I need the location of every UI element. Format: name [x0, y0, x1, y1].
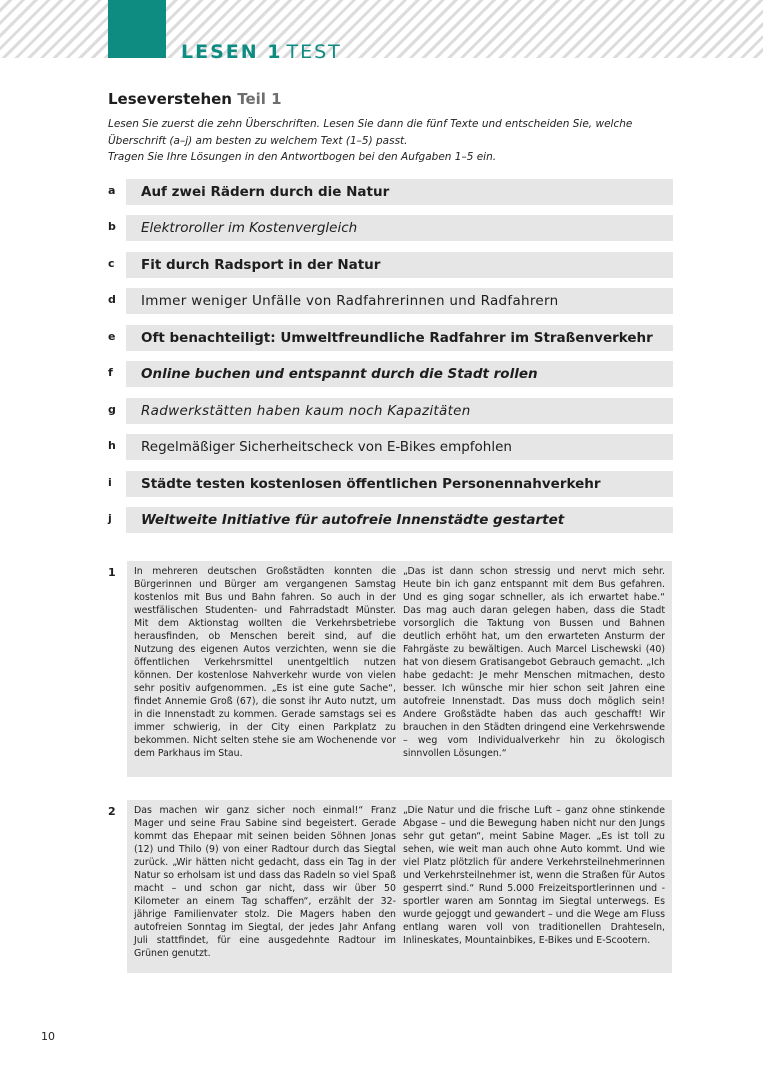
heading-letter: d: [108, 293, 116, 306]
text-column-left: Das machen wir ganz sicher noch einmal!“ Franz Mager und seine Frau Sabine sind begeistert. Gerade kommt das Ehepaar mit seinen beiden Söhnen Jonas (12) und Thilo (9) von einer Radtour durch das Siegtal zurück. „Wir hätten nicht gedacht, dass ein Tag in der Natur so erholsam ist und dass das Radeln so viel Spaß macht – und schon gar nicht, dass wir über 50 Kilometer an einem Tag schaffen“, erzählt der 32-jährige Familienvater stolz. Die Magers haben den autofreien Sonntag im Siegtal, der jedes Jahr Anfang Juli stattfindet, für eine ausgedehnte Radtour im Grünen genutzt.: [134, 805, 396, 959]
heading-text: Regelmäßiger Sicherheitscheck von E-Bikes empfohlen: [126, 434, 673, 460]
heading-text: Elektroroller im Kostenvergleich: [126, 215, 673, 241]
reading-text-2: [127, 800, 672, 973]
heading-option-j: [108, 507, 673, 533]
section-title: [108, 90, 282, 108]
heading-letter: j: [108, 512, 112, 525]
chapter-label: LESEN 1: [181, 41, 283, 63]
heading-option-b: [108, 215, 673, 241]
text-number: 1: [108, 566, 116, 579]
heading-letter: b: [108, 220, 116, 233]
heading-letter: h: [108, 439, 116, 452]
heading-text: Fit durch Radsport in der Natur: [126, 252, 673, 278]
instructions: [108, 116, 668, 166]
heading-option-a: [108, 179, 673, 205]
heading-option-i: [108, 471, 673, 497]
section-title-part: Teil 1: [237, 90, 282, 108]
heading-option-c: [108, 252, 673, 278]
chapter-sublabel: TEST: [286, 41, 342, 63]
reading-text-1: [127, 561, 672, 777]
heading-text: Weltweite Initiative für autofreie Innenstädte gestartet: [126, 507, 673, 533]
heading-letter: i: [108, 476, 112, 489]
heading-letter: e: [108, 330, 116, 343]
heading-option-e: [108, 325, 673, 351]
instruction-line: Überschrift (a–j) am besten zu welchem Text (1–5) passt.: [108, 134, 408, 147]
text-number: 2: [108, 805, 116, 818]
heading-text: Immer weniger Unfälle von Radfahrerinnen und Radfahrern: [126, 288, 673, 314]
text-column-left: In mehreren deutschen Großstädten konnten die Bürgerinnen und Bürger am vergangenen Samstag kostenlos mit Bus und Bahn fahren. So auch in der westfälischen Studenten- und Fahrradstadt Münster. Mit dem Aktionstag wollten die Verkehrsbetriebe herausfinden, ob Menschen bereit sind, auf die Nutzung des eigenen Autos verzichten, wenn sie die öffentlichen Verkehrsmittel unentgeltlich nutzen können. Der kostenlose Nahverkehr wurde von vielen sehr positiv aufgenommen. „Es ist eine gute Sache“, findet Annemie Groß (67), die sonst ihr Auto nutzt, um in die Innenstadt zu kommen. Gerade samstags sei es immer schwierig, in der City einen Parkplatz zu bekommen. Nicht selten stehe sie am Wochenende vor dem Parkhaus im Stau.: [134, 566, 396, 759]
heading-letter: g: [108, 403, 116, 416]
heading-option-f: [108, 361, 673, 387]
text-column-right: „Das ist dann schon stressig und nervt mich sehr. Heute bin ich ganz entspannt mit dem Bus gefahren. Und es ging sogar schneller, als ich erwartet habe.“ Das mag auch daran gelegen haben, dass die Stadt vorsorglich die Taktung von Bussen und Bahnen deutlich erhöht hat, um den erwarteten Ansturm der Fahrgäste zu bewältigen. Auch Marcel Lischewski (40) hat von diesem Gratisangebot Gebrauch gemacht. „Ich habe gedacht: Je mehr Menschen mitmachen, desto besser. Ich wünsche mir hier schon seit Jahren eine autofreie Innenstadt. Das muss doch möglich sein! Andere Großstädte haben das auch geschafft! Wir brauchen in den Städten dringend eine Verkehrswende – weg vom Individualverkehr hin zu ökologisch sinnvollen Lösungen.“: [403, 566, 665, 759]
instruction-line: Tragen Sie Ihre Lösungen in den Antwortbogen bei den Aufgaben 1–5 ein.: [108, 151, 497, 163]
heading-text: Auf zwei Rädern durch die Natur: [126, 179, 673, 205]
text-column-right: „Die Natur und die frische Luft – ganz ohne stinkende Abgase – und die Bewegung haben nicht nur den Jungs sehr gut getan“, meint Sabine Mager. „Es ist toll zu sehen, wie weit man auch ohne Auto kommt. Und wie viel Platz plötzlich für andere Verkehrsteilnehmerinnen und Verkehrsteilnehmer ist, wenn die Straßen für Autos gesperrt sind.“ Rund 5.000 Freizeitsportlerinnen und -sportler waren am Sonntag im Siegtal unterwegs. Es wurde gejoggt und gewandert – und die Wege am Fluss entlang waren voll von traditionellen Drahteseln, Inlineskates, Mountainbikes, E-Bikes und E-Scootern.: [403, 805, 665, 946]
page-number: 10: [41, 1030, 55, 1043]
heading-option-h: [108, 434, 673, 460]
heading-text: Städte testen kostenlosen öffentlichen Personennahverkehr: [126, 471, 673, 497]
heading-text: Online buchen und entspannt durch die Stadt rollen: [126, 361, 673, 387]
header-accent-block: [108, 0, 166, 58]
chapter-title: [181, 40, 342, 64]
heading-letter: a: [108, 184, 116, 197]
heading-option-d: [108, 288, 673, 314]
heading-letter: f: [108, 366, 113, 379]
heading-text: Oft benachteiligt: Umweltfreundliche Radfahrer im Straßenverkehr: [126, 325, 673, 351]
instruction-line: Lesen Sie zuerst die zehn Überschriften. Lesen Sie dann die fünf Texte und entscheiden Sie, welche: [108, 118, 633, 130]
heading-text: Radwerkstätten haben kaum noch Kapazitäten: [126, 398, 673, 424]
section-title-main: Leseverstehen: [108, 90, 232, 108]
heading-letter: c: [108, 257, 115, 270]
heading-option-g: [108, 398, 673, 424]
